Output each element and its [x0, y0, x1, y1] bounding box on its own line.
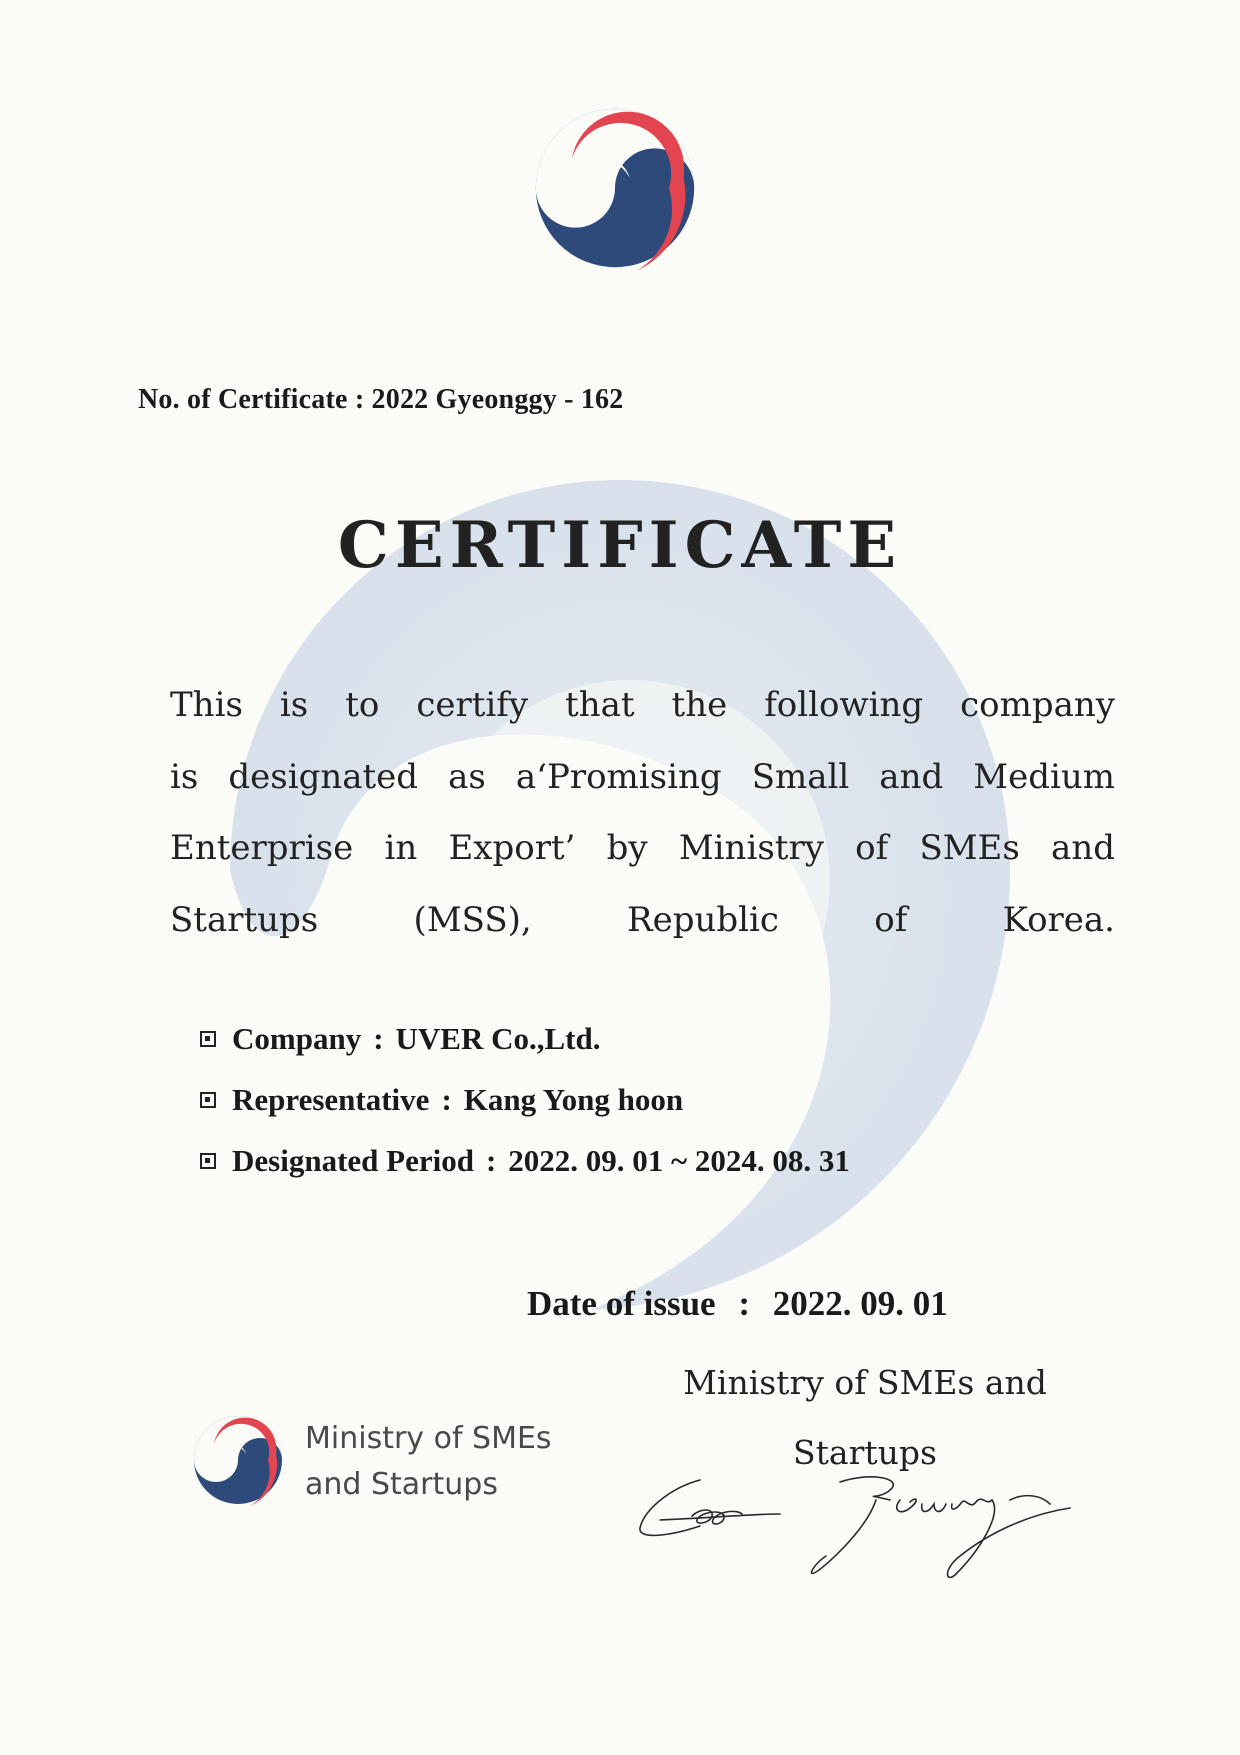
statement-line: Startups (MSS), Republic of Korea.	[170, 899, 1115, 940]
certificate-number-separator: :	[354, 384, 365, 415]
issuer-name	[640, 1348, 1090, 1488]
square-bullet-icon	[200, 1031, 216, 1047]
ministry-emblem-icon	[188, 1410, 288, 1510]
detail-label: Designated Period	[232, 1142, 474, 1178]
square-bullet-icon	[200, 1153, 216, 1169]
detail-separator: :	[373, 1020, 384, 1056]
certificate-number	[138, 384, 623, 416]
detail-value: 2022. 09. 01 ~ 2024. 08. 31	[508, 1142, 850, 1178]
signature	[630, 1470, 1110, 1590]
certificate-number-value: 2022 Gyeonggy - 162	[371, 384, 624, 415]
date-of-issue	[527, 1284, 948, 1324]
issuer-line: Ministry of SMEs and	[683, 1363, 1047, 1402]
detail-label: Representative	[232, 1081, 430, 1117]
certificate-title: CERTIFICATE	[337, 508, 903, 583]
issuer-line: Startups	[793, 1433, 937, 1472]
detail-company	[200, 1008, 850, 1069]
issue-value: 2022. 09. 01	[772, 1284, 948, 1323]
detail-designated-period	[200, 1130, 850, 1191]
detail-label: Company	[232, 1020, 362, 1056]
detail-separator: :	[441, 1081, 452, 1117]
statement-line: is designated as a‘Promising Small and Medium	[170, 756, 1115, 797]
detail-value: Kang Yong hoon	[463, 1081, 684, 1117]
government-emblem-icon	[525, 98, 705, 278]
ministry-logo-line: and Startups	[305, 1467, 498, 1502]
detail-value: UVER Co.,Ltd.	[395, 1020, 601, 1056]
ministry-logo-text	[305, 1416, 552, 1508]
square-bullet-icon	[200, 1092, 216, 1108]
certification-statement	[170, 670, 1115, 956]
certificate-details	[200, 1008, 850, 1191]
issue-label: Date of issue	[527, 1284, 716, 1323]
certificate-number-label: No. of Certificate	[138, 384, 348, 415]
statement-line: This is to certify that the following company	[170, 685, 1115, 725]
issue-separator: :	[738, 1284, 750, 1323]
detail-representative	[200, 1069, 850, 1130]
ministry-logo-line: Ministry of SMEs	[305, 1421, 552, 1456]
statement-line: Enterprise in Export’ by Ministry of SMEs and	[170, 828, 1115, 868]
detail-separator: :	[485, 1142, 497, 1178]
